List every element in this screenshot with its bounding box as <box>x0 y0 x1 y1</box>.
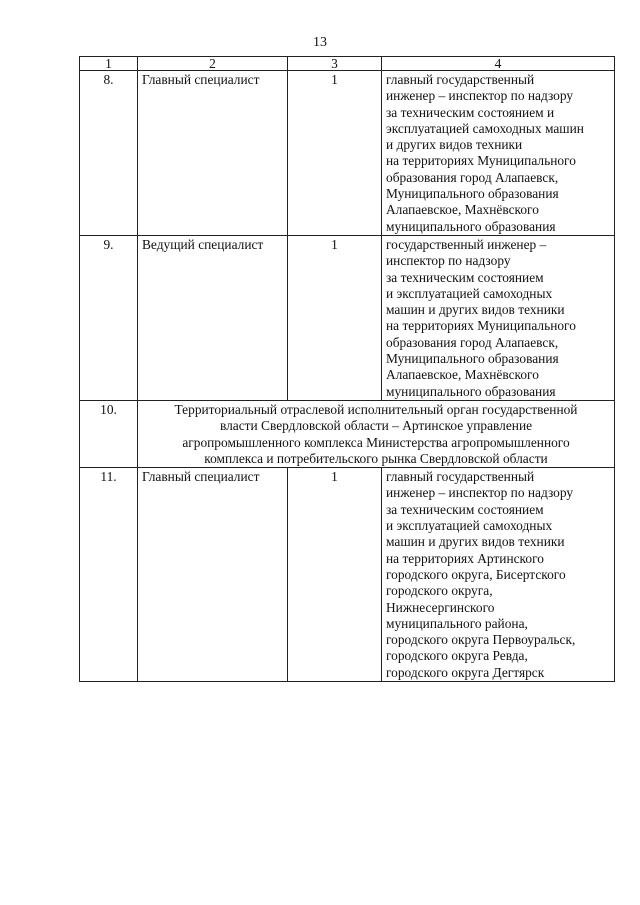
duties-line: Муниципального образования <box>386 186 559 202</box>
duties-line: машин и других видов техники <box>386 302 565 318</box>
duties-line: городского округа, Бисертского <box>386 566 566 582</box>
position-title: Главный специалист <box>138 71 288 236</box>
duties-cell <box>382 468 615 682</box>
duties-line: и других видов техники <box>386 137 523 153</box>
duties-line: муниципального образования <box>386 383 556 399</box>
table-row <box>80 235 615 400</box>
column-header: 3 <box>288 57 382 71</box>
duties-line: городского округа, <box>386 583 493 599</box>
section-heading-line: власти Свердловской области – Артинское управление <box>219 418 533 434</box>
duties-line: на территориях Артинского <box>386 550 544 566</box>
duties-line: главный государственный <box>386 469 535 485</box>
duties-line: городского округа Первоуральск, <box>386 632 576 648</box>
column-header: 4 <box>382 57 615 71</box>
duties-line: Нижнесергинского <box>386 599 495 615</box>
duties-cell <box>382 71 615 236</box>
duties-line: городского округа Ревда, <box>386 648 528 664</box>
duties-line: образования город Алапаевск, <box>386 334 559 350</box>
table-row-section <box>80 400 615 467</box>
duties-line: Муниципального образования <box>386 351 559 367</box>
table-header-row <box>80 57 615 71</box>
duties-line: инженер – инспектор по надзору <box>386 485 574 501</box>
position-title: Главный специалист <box>138 468 288 682</box>
section-heading-line: Территориальный отраслевой исполнительный орган государственной <box>174 401 578 417</box>
staff-table <box>79 56 615 682</box>
section-heading-line: агропромышленного комплекса Министерства агропромышленного <box>182 434 570 450</box>
duties-line: Алапаевское, Махнёвского <box>386 202 539 218</box>
duties-line: и эксплуатацией самоходных <box>386 285 553 301</box>
duties-cell <box>382 235 615 400</box>
duties-line: Алапаевское, Махнёвского <box>386 367 539 383</box>
column-header: 1 <box>80 57 138 71</box>
duties-line: машин и других видов техники <box>386 534 565 550</box>
duties-line: главный государственный <box>386 72 535 87</box>
page-number: 13 <box>313 35 327 50</box>
column-header: 2 <box>138 57 288 71</box>
row-number: 11. <box>80 468 138 682</box>
duties-line: и эксплуатацией самоходных <box>386 518 553 534</box>
table-row <box>80 71 615 236</box>
duties-line: городского округа Дегтярск <box>386 664 545 680</box>
duties-line: эксплуатацией самоходных машин <box>386 120 584 136</box>
table-row <box>80 468 615 682</box>
section-heading-line: комплекса и потребительского рынка Свердловской области <box>204 450 548 466</box>
row-number: 8. <box>80 71 138 236</box>
staff-count: 1 <box>288 468 382 682</box>
duties-line: за техническим состоянием <box>386 501 544 517</box>
staff-count: 1 <box>288 71 382 236</box>
section-heading-cell <box>138 400 615 467</box>
duties-line: на территориях Муниципального <box>386 153 576 169</box>
row-number: 10. <box>80 400 138 467</box>
duties-line: за техническим состоянием <box>386 269 544 285</box>
duties-line: за техническим состоянием и <box>386 104 555 120</box>
duties-line: муниципального образования <box>386 218 556 234</box>
duties-line: муниципального района, <box>386 615 528 631</box>
staff-count: 1 <box>288 235 382 400</box>
duties-line: государственный инженер – <box>386 236 547 252</box>
duties-line: инспектор по надзору <box>386 253 511 269</box>
duties-line: на территориях Муниципального <box>386 318 576 334</box>
row-number: 9. <box>80 235 138 400</box>
duties-line: инженер – инспектор по надзору <box>386 88 574 104</box>
position-title: Ведущий специалист <box>138 235 288 400</box>
duties-line: образования город Алапаевск, <box>386 169 559 185</box>
